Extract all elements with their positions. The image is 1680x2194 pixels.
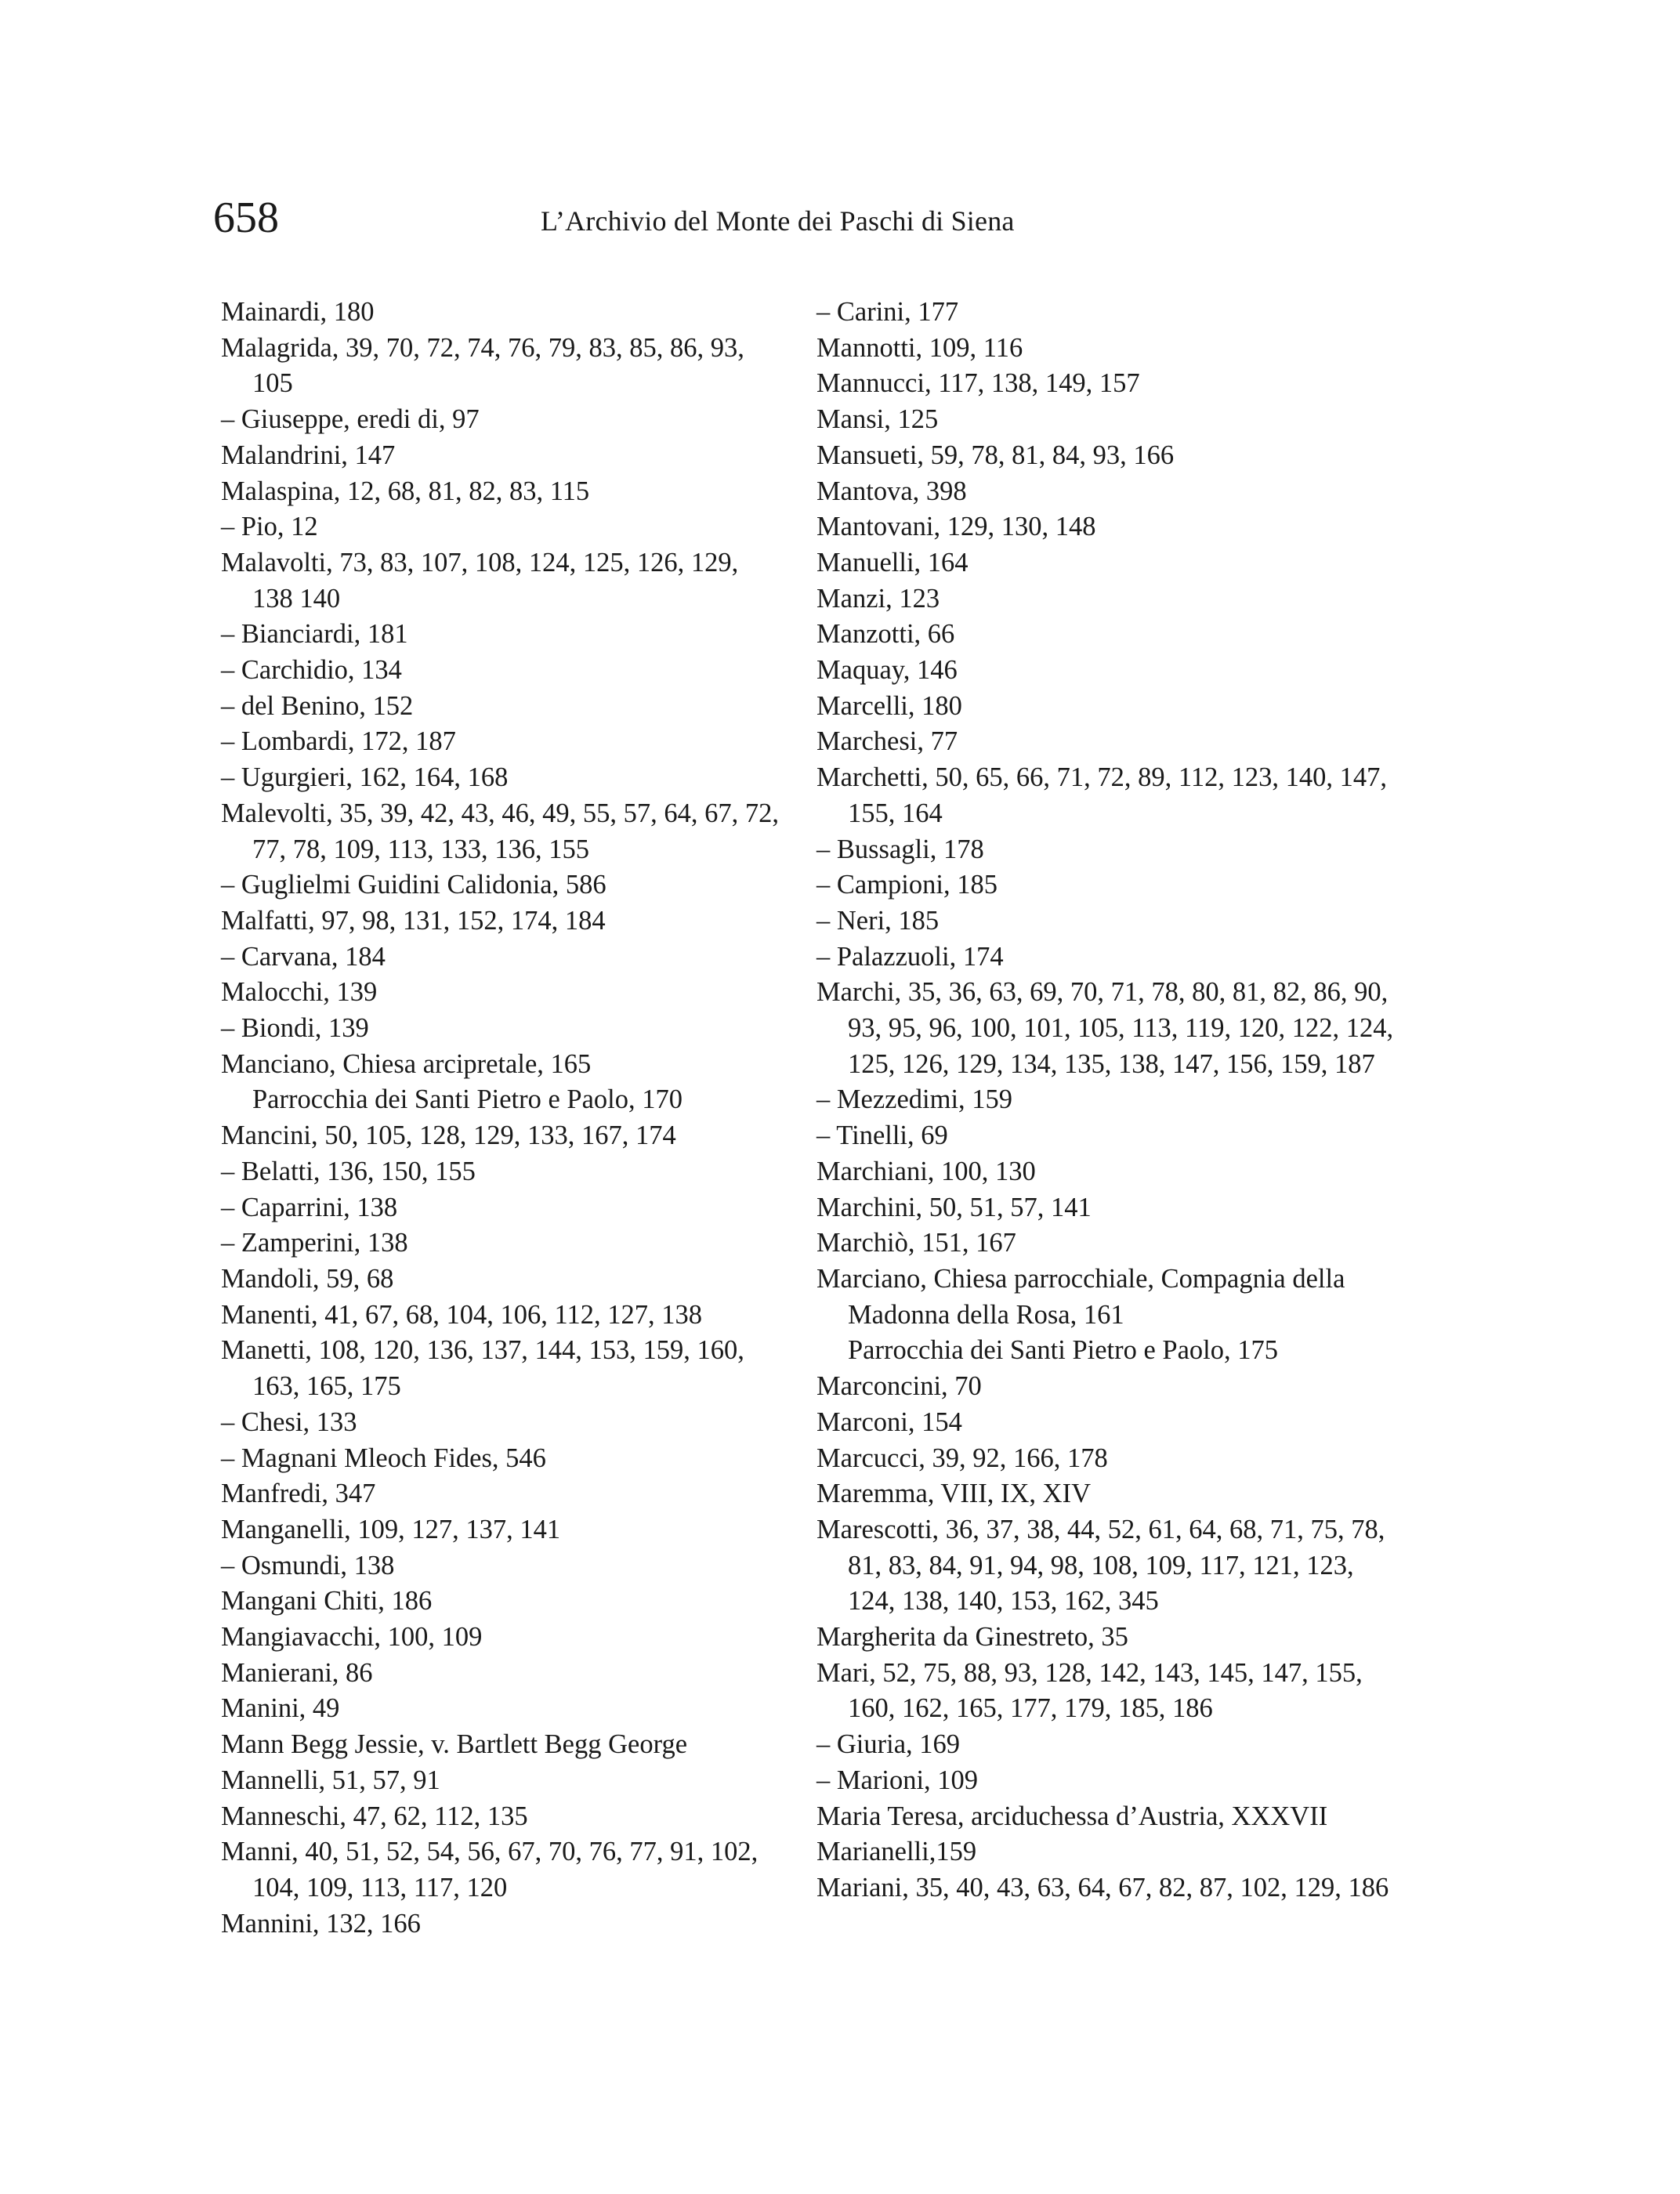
index-entry: Marciano, Chiesa parrocchiale, Compagnia della Madonna della Rosa, 161 <box>816 1263 1345 1330</box>
index-entry: Manetti, 108, 120, 136, 137, 144, 153, 159, 160, 163, 165, 175 <box>221 1335 744 1402</box>
index-entry: – Pio, 12 <box>221 512 318 542</box>
index-entry: Manzi, 123 <box>816 583 940 614</box>
index-entry: Manini, 49 <box>221 1693 340 1724</box>
index-entry: – Carini, 177 <box>816 297 959 327</box>
index-entry: – Osmundi, 138 <box>221 1550 395 1580</box>
index-entry: Mainardi, 180 <box>221 297 375 327</box>
index-entry: Marconi, 154 <box>816 1407 962 1437</box>
index-entry: – Bussagli, 178 <box>816 834 984 864</box>
index-entry: Marchetti, 50, 65, 66, 71, 72, 89, 112, 123, 140, 147, 155, 164 <box>816 762 1387 828</box>
index-entry: – Guglielmi Guidini Calidonia, 586 <box>221 870 606 900</box>
index-entry: Maquay, 146 <box>816 655 958 686</box>
index-entry: Manciano, Chiesa arcipretale, 165 <box>221 1048 592 1079</box>
index-entry: – Carchidio, 134 <box>221 655 402 686</box>
index-entry: – Neri, 185 <box>816 905 940 936</box>
index-entry: Marcucci, 39, 92, 166, 178 <box>816 1443 1108 1473</box>
index-entry: Mansi, 125 <box>816 404 939 435</box>
index-entry: Malandrini, 147 <box>221 440 396 470</box>
index-entry: Marcelli, 180 <box>816 690 962 721</box>
index-entry: – Palazzuoli, 174 <box>816 941 1004 972</box>
index-column-right <box>816 295 1396 1906</box>
index-entry: Mantova, 398 <box>816 476 967 506</box>
index-entry: Marchesi, 77 <box>816 726 958 757</box>
index-entry: Malavolti, 73, 83, 107, 108, 124, 125, 126, 129, 138 140 <box>221 547 739 614</box>
index-entry: Marchi, 35, 36, 63, 69, 70, 71, 78, 80, 81, 82, 86, 90, 93, 95, 96, 100, 101, 105, 113, 119, 120, 122, 124, 125, 126, 129, 134, 135, 138, 147, 156, 159, 187 <box>816 977 1394 1079</box>
index-entry: Manenti, 41, 67, 68, 104, 106, 112, 127, 138 <box>221 1299 702 1330</box>
index-entry: – Belatti, 136, 150, 155 <box>221 1156 476 1186</box>
index-entry: – Chesi, 133 <box>221 1407 357 1437</box>
index-entry: Manuelli, 164 <box>816 547 969 577</box>
index-entry: – Biondi, 139 <box>221 1013 369 1044</box>
index-entry: Mariani, 35, 40, 43, 63, 64, 67, 82, 87, 102, 129, 186 <box>816 1872 1389 1903</box>
index-entry: – Carvana, 184 <box>221 941 386 972</box>
index-entry: Mangani Chiti, 186 <box>221 1586 433 1617</box>
index-entry: Malevolti, 35, 39, 42, 43, 46, 49, 55, 57, 64, 67, 72, 77, 78, 109, 113, 133, 136, 155 <box>221 798 780 864</box>
index-entry: Marchiò, 151, 167 <box>816 1228 1016 1258</box>
index-entry: Mannini, 132, 166 <box>221 1908 421 1939</box>
index-entry: Manni, 40, 51, 52, 54, 56, 67, 70, 76, 77, 91, 102, 104, 109, 113, 117, 120 <box>221 1837 759 1903</box>
index-entry: Mannotti, 109, 116 <box>816 332 1023 363</box>
index-entry: Marchiani, 100, 130 <box>816 1156 1036 1186</box>
index-entry: – Bianciardi, 181 <box>221 619 408 650</box>
index-entry: – Zamperini, 138 <box>221 1228 408 1258</box>
index-entry: Mannucci, 117, 138, 149, 157 <box>816 368 1140 399</box>
index-entry: Malfatti, 97, 98, 131, 152, 174, 184 <box>221 905 606 936</box>
index-entry: Margherita da Ginestreto, 35 <box>816 1622 1128 1653</box>
index-entry: Manganelli, 109, 127, 137, 141 <box>221 1514 561 1544</box>
index-entry: Manzotti, 66 <box>816 619 955 650</box>
index-entry: Manierani, 86 <box>221 1657 373 1688</box>
index-entry: Maria Teresa, arciduchessa d’Austria, XXXVII <box>816 1801 1328 1831</box>
index-entry: – del Benino, 152 <box>221 690 414 721</box>
index-entry: Manfredi, 347 <box>221 1479 376 1509</box>
index-entry: – Mezzedimi, 159 <box>816 1084 1013 1115</box>
index-entry: – Campioni, 185 <box>816 870 998 900</box>
running-head: L’Archivio del Monte dei Paschi di Siena <box>541 205 1015 237</box>
index-entry: Malagrida, 39, 70, 72, 74, 76, 79, 83, 85, 86, 93, 105 <box>221 332 744 399</box>
index-entry: Mantovani, 129, 130, 148 <box>816 512 1096 542</box>
index-entry: – Giuseppe, eredi di, 97 <box>221 404 480 435</box>
index-entry: Malocchi, 139 <box>221 977 378 1008</box>
index-entry: Mangiavacchi, 100, 109 <box>221 1622 483 1653</box>
index-entry: – Giuria, 169 <box>816 1729 961 1760</box>
index-entry: – Ugurgieri, 162, 164, 168 <box>221 762 509 793</box>
index-entry: Malaspina, 12, 68, 81, 82, 83, 115 <box>221 476 590 506</box>
index-entry: Manneschi, 47, 62, 112, 135 <box>221 1801 528 1831</box>
index-entry: Mann Begg Jessie, v. Bartlett Begg George <box>221 1729 688 1760</box>
index-entry: Mancini, 50, 105, 128, 129, 133, 167, 174 <box>221 1121 676 1151</box>
index-entry: – Lombardi, 172, 187 <box>221 726 456 757</box>
index-column-left <box>221 295 785 1942</box>
index-entry: – Tinelli, 69 <box>816 1121 948 1151</box>
index-entry: Mansueti, 59, 78, 81, 84, 93, 166 <box>816 440 1175 470</box>
index-entry: Maremma, VIII, IX, XIV <box>816 1479 1092 1509</box>
index-entry: Marchini, 50, 51, 57, 141 <box>816 1192 1092 1222</box>
page-number: 658 <box>213 194 279 242</box>
index-entry: Marescotti, 36, 37, 38, 44, 52, 61, 64, 68, 71, 75, 78, 81, 83, 84, 91, 94, 98, 108, 109, 117, 121, 123, 124, 138, 140, 153, 162, 345 <box>816 1514 1385 1617</box>
index-entry: – Caparrini, 138 <box>221 1192 398 1222</box>
index-entry: Marianelli,159 <box>816 1837 977 1867</box>
index-entry: Mandoli, 59, 68 <box>221 1263 394 1294</box>
index-entry: – Marioni, 109 <box>816 1765 979 1795</box>
index-entry: Parrocchia dei Santi Pietro e Paolo, 170 <box>252 1084 683 1115</box>
index-entry: Parrocchia dei Santi Pietro e Paolo, 175 <box>848 1335 1279 1366</box>
index-entry: – Magnani Mleoch Fides, 546 <box>221 1443 546 1473</box>
index-entry: Mannelli, 51, 57, 91 <box>221 1765 440 1795</box>
index-entry: Marconcini, 70 <box>816 1371 982 1402</box>
index-entry: Mari, 52, 75, 88, 93, 128, 142, 143, 145, 147, 155, 160, 162, 165, 177, 179, 185, 186 <box>816 1657 1363 1724</box>
